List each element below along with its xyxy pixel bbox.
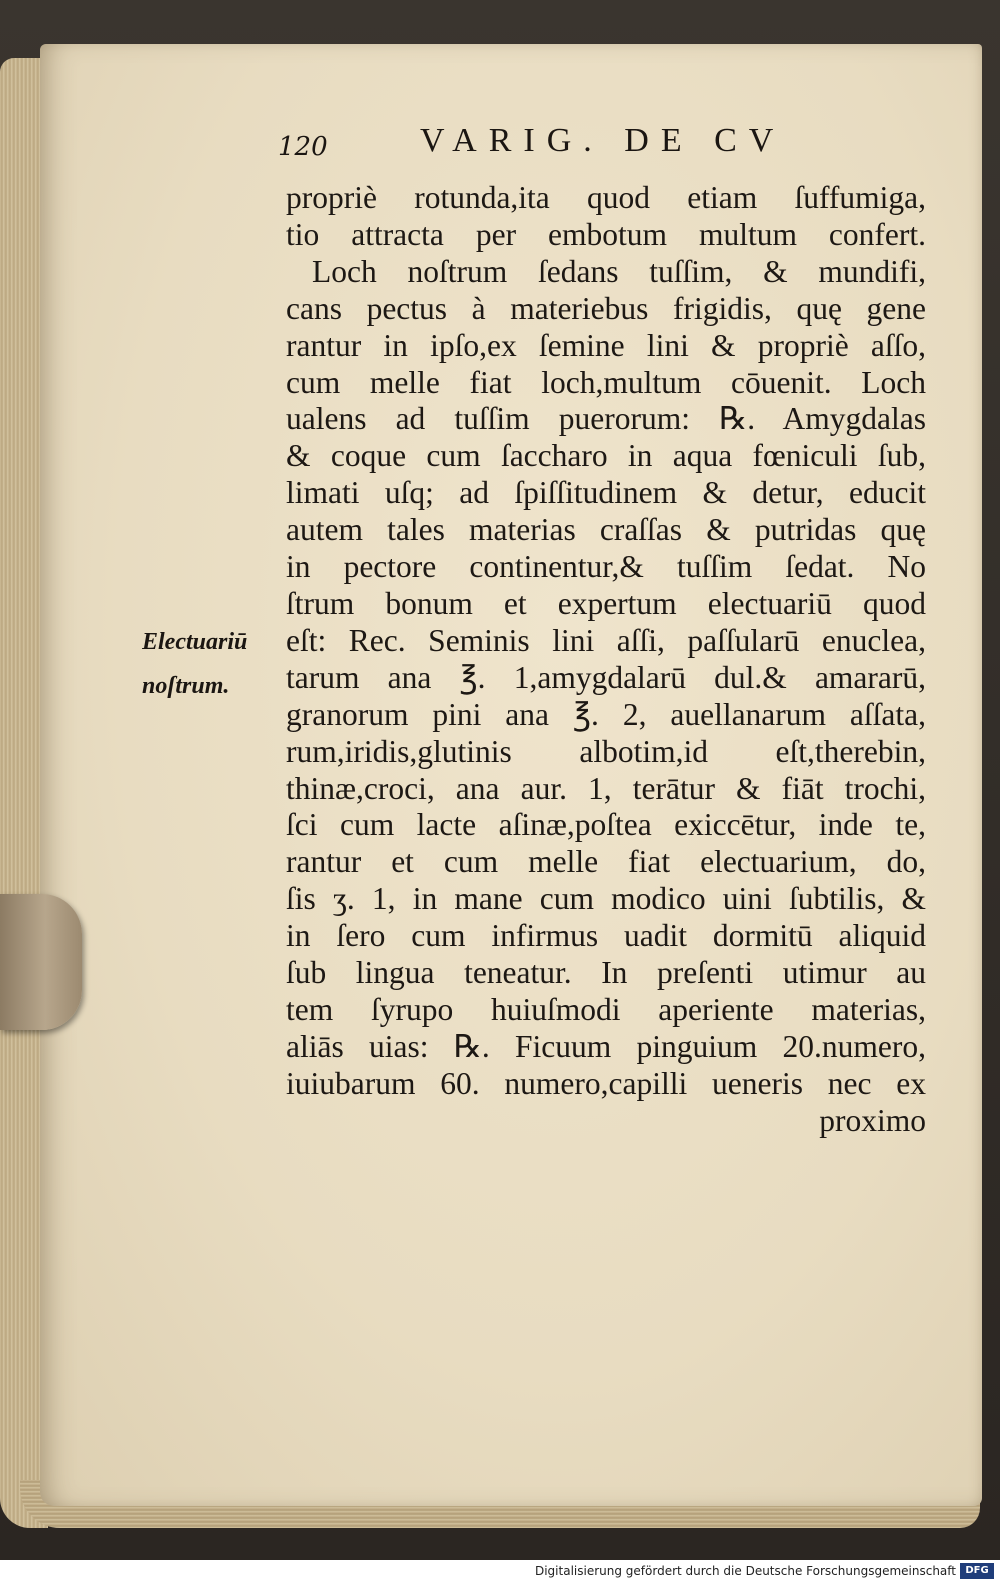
- footer-bar: [0, 1560, 1000, 1583]
- page-number: 120: [278, 132, 328, 162]
- marginal-note: [142, 620, 272, 708]
- body-text: [286, 180, 926, 1140]
- text-line: ſub lingua teneatur. In preſenti utimur au: [286, 955, 926, 991]
- text-line: ſtrum bonum et expertum electuariū quod: [286, 585, 926, 621]
- text-line: in ſero cum infirmus uadit dormitū aliquid: [286, 918, 926, 954]
- text-line: rantur et cum melle fiat electuarium, do,: [286, 844, 926, 880]
- page-clip: [0, 894, 82, 1030]
- page-header: [278, 118, 838, 162]
- text-line: thinæ,croci, ana aur. 1, terātur & fiāt trochi,: [286, 770, 926, 806]
- text-line: rantur in ipſo,ex ſemine lini & propriè aſſo,: [286, 327, 926, 363]
- text-line: limati uſq; ad ſpiſſitudinem & detur, educit: [286, 475, 926, 511]
- funding-credit: Digitalisierung gefördert durch die Deutsche Forschungsgemeinschaft: [534, 1564, 956, 1578]
- dfg-logo-icon: DFG: [960, 1563, 994, 1579]
- text-line: ualens ad tuſſim puerorum: ℞. Amygdalas: [286, 401, 926, 437]
- text-line: & coque cum ſaccharo in aqua fœniculi ſub,: [286, 438, 926, 474]
- text-line: in pectore continentur,& tuſſim ſedat. No: [286, 549, 926, 585]
- running-head: VARIG. DE CV: [420, 122, 786, 159]
- marginal-note-line: noſtrum.: [142, 673, 230, 699]
- text-line: cans pectus à materiebus frigidis, quę gene: [286, 290, 926, 326]
- marginal-note-line: Electuariū: [142, 629, 248, 655]
- text-line: propriè rotunda,ita quod etiam ſuffumiga,: [286, 180, 926, 215]
- text-line: autem tales materias craſſas & putridas quę: [286, 512, 926, 548]
- text-line: eſt: Rec. Seminis lini aſſi, paſſularū enuclea,: [286, 622, 926, 658]
- text-line: Loch noſtrum ſedans tuſſim, & mundifi,: [312, 253, 926, 289]
- text-line: granorum pini ana ℥. 2, auellanarum aſſata,: [286, 696, 926, 732]
- catchword: proximo: [819, 1102, 926, 1138]
- text-line: tio attracta per embotum multum confert.: [286, 216, 926, 252]
- text-line: tarum ana ℥. 1,amygdalarū dul.& amararū,: [286, 659, 926, 695]
- text-line: cum melle fiat loch,multum cōuenit. Loch: [286, 364, 926, 400]
- text-line: tem ſyrupo huiuſmodi aperiente materias,: [286, 991, 926, 1027]
- text-line: iuiubarum 60. numero,capilli ueneris nec ex: [286, 1065, 926, 1101]
- text-line: ſis ʒ. 1, in mane cum modico uini ſubtilis, &: [286, 881, 926, 917]
- text-line: ſci cum lacte aſinæ,poſtea exiccētur, inde te,: [286, 807, 926, 843]
- text-line: aliās uias: ℞. Ficuum pinguium 20.numero,: [286, 1028, 926, 1064]
- text-line: rum,iridis,glutinis albotim,id eſt,therebin,: [286, 733, 926, 769]
